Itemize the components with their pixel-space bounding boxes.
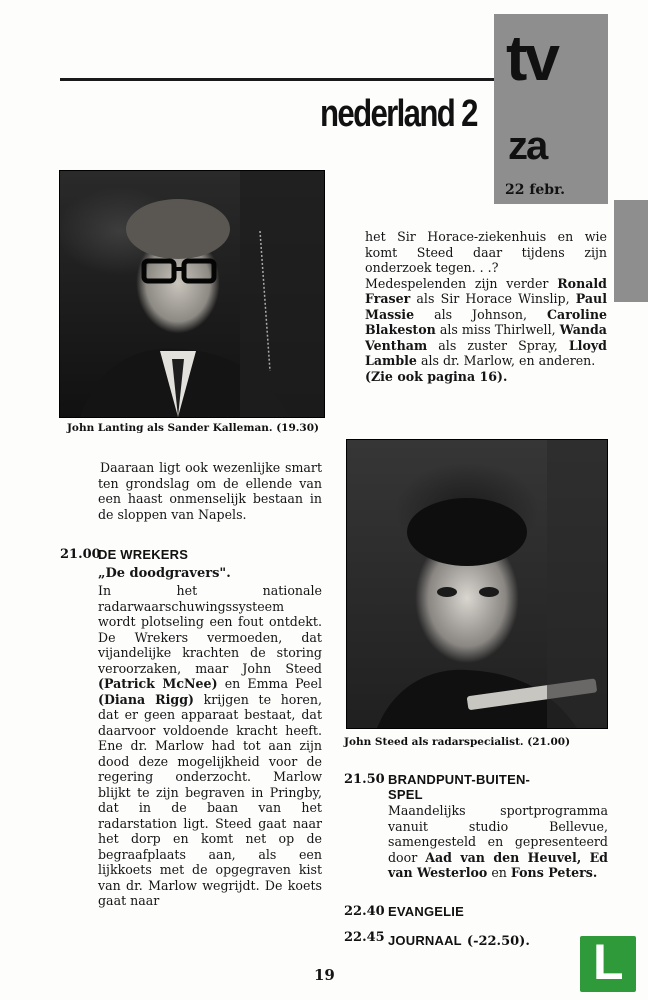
- cast-name: Ronald Fraser: [365, 275, 607, 306]
- date-label: 22 febr.: [505, 182, 566, 198]
- header-rule: [60, 78, 494, 81]
- cast-name: Lloyd Lamble: [365, 337, 607, 368]
- cast-name: Wanda Ventham: [365, 322, 607, 353]
- actor-name: (Diana Rigg): [98, 691, 194, 707]
- photo1-caption: John Lanting als Sander Kalleman. (19.30): [66, 422, 320, 434]
- network-title: nederland 2: [320, 93, 477, 135]
- program-title-row: [388, 930, 530, 950]
- photo-john-steed: [346, 439, 608, 729]
- presenter-names: Fons Peters.: [510, 865, 598, 880]
- cast-name: Caroline Blakeston: [365, 306, 607, 337]
- page-number: 19: [314, 966, 335, 984]
- photo-john-lanting: [59, 170, 325, 418]
- side-tab: [614, 200, 648, 302]
- photo2-caption: John Steed als radarspecialist. (21.00): [344, 736, 571, 748]
- program-description: In het nationale radarwaarschuwingssysteem wordt plotseling een fout ontdekt. De Wrekers vermoeden, dat vijandelijke krachten de storing veroorzaken, maar John Steed (Patrick McNee) en Emma Peel (Diana Rigg) krijgen te horen, dat er geen apparaat bestaat, dat daarvoor voldoende kracht heeft. Ene dr. Marlow had tot aan zijn dood deze mogelijkheid voor de regering onderzocht. Marlow blijkt te zijn begraven in Pringby, dat in de baan van het radarstation ligt. Steed gaat naar het dorp en komt net op de begraafplaats aan, als een lijkkoets met de opgegraven kist van dr. Marlow wegrijdt. De koets gaat naar: [98, 583, 322, 908]
- day-label: za: [508, 124, 547, 168]
- program-title: EVANGELIE: [388, 904, 464, 919]
- presenter-names: Aad van den Heuvel, Ed van Westerloo: [388, 849, 608, 880]
- logo-icon: [580, 936, 636, 992]
- see-also-note: (Zie ook pagina 16).: [365, 368, 508, 384]
- episode-title: „De doodgravers".: [98, 566, 231, 581]
- program-description: Maandelijks sportprogramma vanuit studio Bellevue, samengesteld en gepresenteerd door Aad van den Heuvel, Ed van Westerloo en Fons Peters.: [388, 803, 608, 880]
- program-end: (-22.50).: [466, 934, 530, 949]
- program-title: DE WREKERS: [98, 547, 189, 562]
- logo-letter: L: [593, 934, 624, 990]
- program-time: 21.00: [60, 547, 101, 562]
- cast-name: Paul Massie: [365, 291, 607, 322]
- tv-label: tv: [506, 22, 557, 94]
- program-time: 22.40: [344, 904, 385, 919]
- program-time: 21.50: [344, 772, 385, 787]
- program-title: JOURNAAL: [388, 933, 462, 948]
- actor-name: (Patrick McNee): [98, 676, 218, 691]
- program-title: BRANDPUNT-BUITEN-: [388, 772, 531, 787]
- lead-paragraph: Daaraan ligt ook wezenlijke smart ten grondslag om de ellende van een haast onmenselijk bestaan in de sloppen van Napels.: [98, 460, 322, 522]
- program-title-cont: SPEL: [388, 787, 423, 802]
- continued-description: het Sir Horace-ziekenhuis en wie komt Steed daar tijdens zijn onderzoek tegen. . .? Medespelenden zijn verder Ronald Fraser als Sir Horace Winslip, Paul Massie als Johnson, Caroline Blakeston als miss Thirlwell, Wanda Ventham als zuster Spray, Lloyd Lamble als dr. Marlow, en anderen. (Zie ook pagina 16).: [365, 229, 607, 384]
- program-time: 22.45: [344, 930, 385, 945]
